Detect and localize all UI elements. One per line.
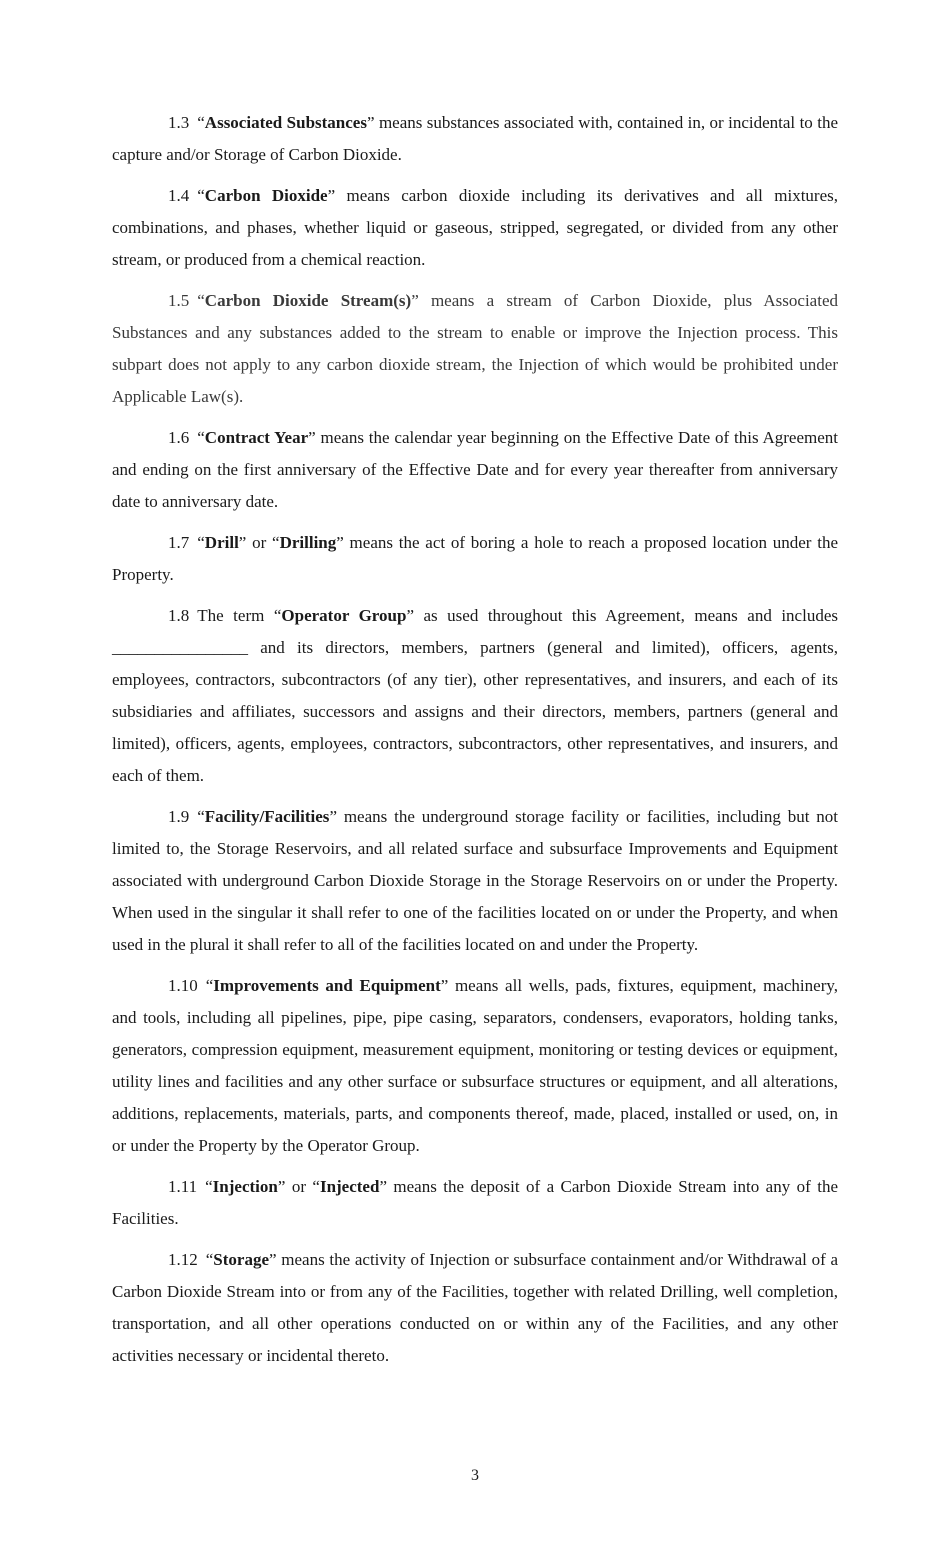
document-page (112, 107, 838, 1381)
definition-text: means all wells, pads, fixtures, equipment, machinery, and tools, including all pipelines, pipe, pipe casing, separators, condensers, evaporators, holding tanks, generators, compression equipment, measurement equipment, monitoring or testing devices or equipment, utility lines and facilities and any other surface or subsurface structures or equipment, and all alterations, additions, replacements, materials, parts, and components thereof, made, placed, installed or used, on, in or under the Property by the Operator Group. (112, 976, 838, 1155)
definition-text: means the act of boring a hole to reach a proposed location under the Property. (112, 533, 838, 584)
definition-1-8: 1.8 The term “Operator Group” as used throughout this Agreement, means and includes ________________ and its directors, members, partners (general and limited), officers, agents, employees, contractors, subcontractors (of any tier), other representatives, and insurers, and each of its subsidiaries and affiliates, successors and assigns and their directors, members, partners (general and limited), officers, agents, employees, contractors, subcontractors, other representatives, and insurers, and each of them. (112, 606, 838, 785)
section-number: 1.12 (168, 1250, 198, 1269)
defined-term: Contract Year (204, 428, 309, 447)
defined-term: Operator Group (281, 606, 407, 625)
definition-1-4: 1.4 “Carbon Dioxide” means carbon dioxide including its derivatives and all mixtures, combinations, and phases, whether liquid or gaseous, stripped, segregated, or divided from any other stream, or produced from a chemical reaction. (112, 186, 838, 269)
definition-1-7: 1.7 “Drill” or “Drilling” means the act of boring a hole to reach a proposed location under the Property. (112, 533, 838, 584)
definition-text: means carbon dioxide including its derivatives and all mixtures, combinations, and phases, whether liquid or gaseous, stripped, segregated, or divided from any other stream, or produced from a chemical reaction. (112, 186, 838, 269)
defined-term: Carbon Dioxide Stream(s) (204, 291, 412, 310)
definition-text: means the deposit of a Carbon Dioxide Stream into any of the Facilities. (112, 1177, 838, 1228)
definition-text: means a stream of Carbon Dioxide, plus Associated Substances and any substances added to the stream to enable or improve the Injection process. This subpart does not apply to any carbon dioxide stream, the Injection of which would be prohibited under Applicable Law(s). (112, 291, 838, 406)
section-number: 1.9 (168, 807, 190, 826)
definition-text: as used throughout this Agreement, means and includes ________________ and its directors, members, partners (general and limited), officers, agents, employees, contractors, subcontractors (of any tier), other representatives, and insurers, and each of its subsidiaries and affiliates, successors and assigns and their directors, members, partners (general and limited), officers, agents, employees, contractors, subcontractors, other representatives, and insurers, and each of them. (112, 606, 838, 785)
definition-1-5: 1.5 “Carbon Dioxide Stream(s)” means a stream of Carbon Dioxide, plus Associated Substances and any substances added to the stream to enable or improve the Injection process. This subpart does not apply to any carbon dioxide stream, the Injection of which would be prohibited under Applicable Law(s). (112, 291, 838, 406)
definition-1-6: 1.6 “Contract Year” means the calendar year beginning on the Effective Date of this Agreement and ending on the first anniversary of the Effective Date and for every year thereafter from anniversary date to anniversary date. (112, 428, 838, 511)
definition-1-11: 1.11 “Injection” or “Injected” means the deposit of a Carbon Dioxide Stream into any of the Facilities. (112, 1177, 838, 1228)
definition-text: means the underground storage facility or facilities, including but not limited to, the Storage Reservoirs, and all related surface and subsurface Improvements and Equipment associated with underground Carbon Dioxide Storage in the Storage Reservoirs on or under the Property. When used in the singular it shall refer to one of the facilities located on or under the Property, and when used in the plural it shall refer to all of the facilities located on and under the Property. (112, 807, 838, 954)
definition-1-9: 1.9 “Facility/Facilities” means the underground storage facility or facilities, including but not limited to, the Storage Reservoirs, and all related surface and subsurface Improvements and Equipment associated with underground Carbon Dioxide Storage in the Storage Reservoirs on or under the Property. When used in the singular it shall refer to one of the facilities located on or under the Property, and when used in the plural it shall refer to all of the facilities located on and under the Property. (112, 807, 838, 954)
defined-term: Drill (204, 533, 239, 552)
defined-term: Carbon Dioxide (204, 186, 328, 205)
section-number: 1.4 (168, 186, 190, 205)
section-number: 1.10 (168, 976, 198, 995)
section-number: 1.7 (168, 533, 190, 552)
defined-term: Facility/Facilities (204, 807, 330, 826)
definition-1-3: 1.3 “Associated Substances” means substances associated with, contained in, or incidental to the capture and/or Storage of Carbon Dioxide. (112, 113, 838, 164)
definition-text: means substances associated with, contained in, or incidental to the capture and/or Storage of Carbon Dioxide. (112, 113, 838, 164)
defined-term: Injected (319, 1177, 380, 1196)
defined-term: Drilling (279, 533, 337, 552)
page-number: 3 (471, 1467, 479, 1484)
section-number: 1.8 (168, 606, 190, 625)
definition-1-12: 1.12 “Storage” means the activity of Injection or subsurface containment and/or Withdrawal of a Carbon Dioxide Stream into or from any of the Facilities, together with related Drilling, well completion, transportation, and all other operations conducted on or within any of the Facilities, and any other activities necessary or incidental thereto. (112, 1250, 838, 1365)
definition-text: means the activity of Injection or subsurface containment and/or Withdrawal of a Carbon Dioxide Stream into or from any of the Facilities, together with related Drilling, well completion, transportation, and all other operations conducted on or within any of the Facilities, and any other activities necessary or incidental thereto. (112, 1250, 838, 1365)
definition-text: means the calendar year beginning on the Effective Date of this Agreement and ending on the first anniversary of the Effective Date and for every year thereafter from anniversary date to anniversary date. (112, 428, 838, 511)
section-number: 1.5 (168, 291, 190, 310)
defined-term: Injection (212, 1177, 278, 1196)
defined-term: Associated Substances (204, 113, 367, 132)
defined-term: Storage (213, 1250, 270, 1269)
section-number: 1.3 (168, 113, 190, 132)
section-number: 1.6 (168, 428, 190, 447)
definition-1-10: 1.10 “Improvements and Equipment” means all wells, pads, fixtures, equipment, machinery, and tools, including all pipelines, pipe, pipe casing, separators, condensers, evaporators, holding tanks, generators, compression equipment, measurement equipment, monitoring or testing devices or equipment, utility lines and facilities and any other surface or subsurface structures or equipment, and all alterations, additions, replacements, materials, parts, and components thereof, made, placed, installed or used, on, in or under the Property by the Operator Group. (112, 976, 838, 1155)
defined-term: Improvements and Equipment (213, 976, 441, 995)
section-number: 1.11 (168, 1177, 198, 1196)
